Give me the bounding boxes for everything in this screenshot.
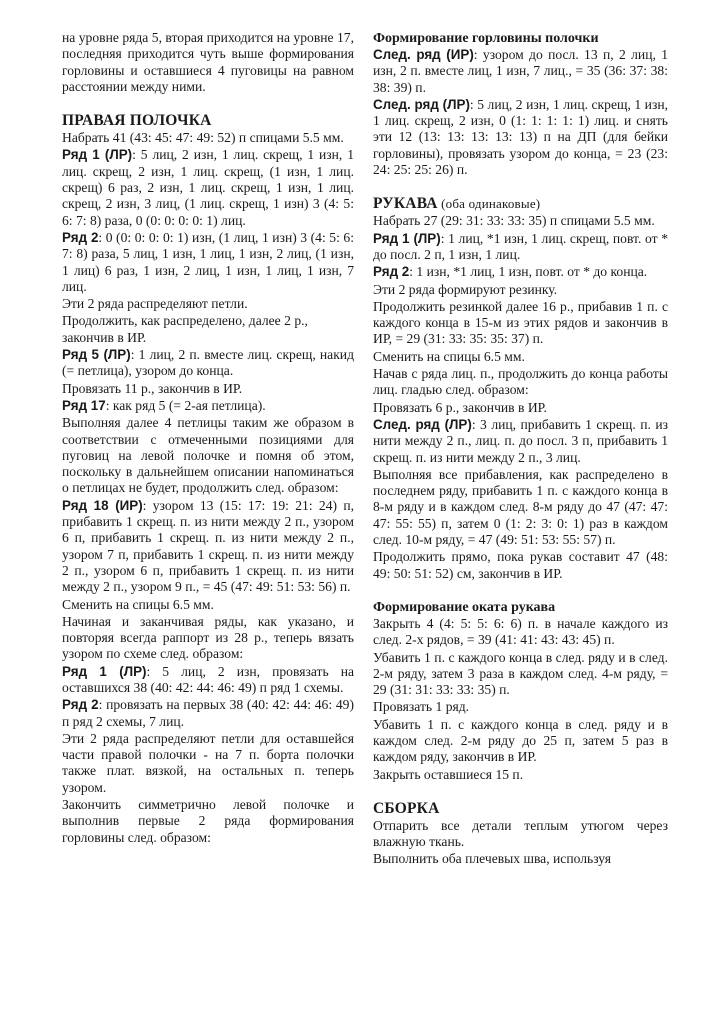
row-text: : 1 лиц, *1 изн, 1 лиц. скрещ, повт. от * до посл. 2 п, 1 изн, 1 лиц. [373,230,668,262]
paragraph: Набрать 27 (29: 31: 33: 33: 35) п спицами 5.5 мм. [373,213,655,229]
row-label: Ряд 5 (ЛР) [62,347,131,363]
row-2-instruction [62,230,354,295]
paragraph: Провязать 1 ряд. [373,699,470,715]
row-label: След. ряд (ИР) [373,47,474,62]
row-text: : узором до посл. 13 п, 2 лиц, 1 изн, 2 п. вместе лиц, 1 изн, 7 лиц., = 35 (36: 37: 38: 38: 39) п. [373,47,668,95]
paragraph: Выполняя все прибавления, как распределено в последнем ряду, прибавить 1 п. с каждого конца в 8-м ряду и в каждом след. 8-м ряду до 47 (47: 47: 47: 55: 55) п, затем 0 (1: 2: 3: 0: 1) раз в каждом след. 10-м ряду, = 47 (49: 51: 53: 55: 57) п. [373,466,668,548]
section-heading-sleeve-cap: Формирование оката рукава [373,599,556,615]
paragraph: Провязать 6 р., закончив в ИР. [373,399,547,415]
paragraph: Закрыть оставшиеся 15 п. [373,766,524,782]
paragraph: Эти 2 ряда распределяют петли для оставшейся части правой полочки - на 7 п. борта полочки также плат. вязкой, на остальных п. теперь узором. [62,730,354,795]
paragraph: Отпарить все детали теплым утюгом через влажную ткань. [373,817,668,850]
section-heading-right-front: ПРАВАЯ ПОЛОЧКА [62,112,212,130]
row-label: Ряд 2 [62,229,99,245]
paragraph: Закрыть 4 (4: 5: 5: 6: 6) п. в начале каждого из след. 2-х рядов, = 39 (41: 41: 43: 43: 45) п. [373,615,668,648]
paragraph: Убавить 1 п. с каждого конца в след. ряду и в каждом след. 2-м ряду до 25 п, затем 5 раз в каждом ряду, закончив в ИР. [373,716,668,765]
left-column [62,30,354,847]
row-label: Ряд 1 (ЛР) [62,663,147,679]
row-text: : 3 лиц, прибавить 1 скрещ. п. из нити между 2 п., лиц. п. до посл. 3 п, прибавить 1 скрещ. п. из нити между 2 п., 3 лиц. [373,416,668,465]
paragraph: Эти 2 ряда формируют резинку. [373,281,558,297]
right-column [373,30,668,869]
paragraph: Выполнить оба плечевых шва, используя [373,851,611,867]
heading-text: РУКАВА [373,195,438,213]
paragraph: Продолжить прямо, пока рукав составит 47 (48: 49: 50: 51: 52) см, закончив в ИР. [373,549,668,581]
paragraph: Закончить симметрично левой полочке и выполнив первые 2 ряда формирования горловины след. образом: [62,797,354,845]
heading-note: (оба одинаковые) [437,196,541,212]
section-heading-neck-shaping: Формирование горловины полочки [373,31,599,46]
row-17-instruction [62,398,354,414]
paragraph: Провязать 11 р., закончив в ИР. [62,380,243,396]
paragraph: Продолжить, как распределено, далее 2 р., закончив в ИР. [62,313,308,345]
section-heading-sleeves [373,195,668,213]
row-text: : 5 лиц, 2 изн, 1 лиц. скрещ, 1 изн, 1 лиц. скрещ, 2 изн, 0 (1: 1: 1: 1: 1) лиц. и снять эти 12 (13: 13: 13: 13: 13) п на ДП (для бейки горловины), провязать узором до конца, = 23 (23: 24: 25: 25: 26) п. [373,96,669,178]
row-text: : узором 13 (15: 17: 19: 21: 24) п, прибавить 1 скрещ. п. из нити между 2 п., узором 6 п, прибавить 1 скрещ. п. из нити между 2 п., узором 7 п, прибавить 1 скрещ. п. из нити между 2 п., узором 6 п, прибавить 1 скрещ. п. из нити между 2 п., узором 9 п., = 45 (47: 49: 51: 53: 56) п. [62,497,354,595]
row-text: : 5 лиц, 2 изн, 1 лиц. скрещ, 1 изн, 1 лиц. скрещ, 2 изн, 1 лиц. скрещ, (1 изн, 1 лиц. скрещ) 6 раз, 2 изн, 1 лиц. скрещ, 1 изн, 1 лиц. скрещ, 2 изн, 3 лиц, (1 лиц. скрещ, 1 изн) 3 (4: 5: 6: 7: 8) раза, 0 (0: 0: 0: 0: 1) лиц. [62,147,354,228]
row-text: : 0 (0: 0: 0: 0: 1) изн, (1 лиц, 1 изн) 3 (4: 5: 6: 7: 8) раза, 5 лиц, 1 изн, 1 лиц, 1 изн, 2 лиц, (1 изн, 1 лиц) 6 раз, 1 изн, 2 лиц, 1 изн, 1 лиц, 1 изн, 7 лиц. [62,229,354,294]
row-label: Ряд 2 [373,264,410,280]
paragraph: Начиная и заканчивая ряды, как указано, и повторяя всегда раппорт из 28 р., теперь вязать узором по схеме след. образом: [62,613,354,662]
section-heading-assembly: СБОРКА [373,799,440,817]
row-text: : 1 лиц, 2 п. вместе лиц. скрещ, накид (= петлица), узором до конца. [62,347,354,379]
row-1-pattern-instruction [62,664,354,697]
sleeve-row-1-instruction [373,231,668,264]
sleeve-next-row-instruction [373,417,668,466]
neck-row-1-instruction [373,47,668,96]
row-1-instruction [62,147,354,228]
intro-paragraph: на уровне ряда 5, вторая приходится на уровне 17, последняя приходится чуть выше формирования горловины и оставшиеся 4 пуговицы на равном расстоянии между ними. [62,30,354,94]
paragraph: Сменить на спицы 6.5 мм. [62,596,214,612]
row-text: : 5 лиц, 2 изн, провязать на оставшихся 38 (40: 42: 44: 46: 49) п ряд 1 схемы. [62,663,354,695]
row-18-instruction [62,498,354,596]
sleeve-row-2-instruction [373,264,668,280]
row-label: Ряд 2 [62,697,99,713]
row-2-pattern-instruction [62,697,354,730]
paragraph: Начав с ряда лиц. п., продолжить до конца работы лиц. гладью след. образом: [373,366,668,398]
row-text: : 1 изн, *1 лиц, 1 изн, повт. от * до конца. [409,264,648,280]
row-label: Ряд 1 (ЛР) [373,230,441,246]
cast-on-paragraph: Набрать 41 (43: 45: 47: 49: 52) п спицами 5.5 мм. [62,130,344,146]
row-5-instruction [62,347,354,380]
row-label: Ряд 17 [62,397,106,413]
row-label: След. ряд (ЛР) [373,416,472,432]
row-text: : провязать на первых 38 (40: 42: 44: 46: 49) п ряд 2 схемы, 7 лиц. [62,697,354,729]
paragraph: Выполняя далее 4 петлицы таким же образом в соответствии с отмеченными позициями для пуговиц на левой полочке и помня об этом, поскольку в дальнейшем описании напоминаться о петлицах не будет, продолжить след. образом: [62,415,354,496]
paragraph: Убавить 1 п. с каждого конца в след. ряду и в след. 2-м ряду, затем 3 раза в каждом след. 4-м ряду, = 29 (31: 31: 33: 33: 35) п. [373,649,668,698]
row-label: След. ряд (ЛР) [373,96,470,112]
row-label: Ряд 1 (ЛР) [62,147,133,163]
row-label: Ряд 18 (ИР) [62,497,143,513]
neck-row-2-instruction [373,97,668,178]
row-text: : как ряд 5 (= 2-ая петлица). [105,397,266,413]
paragraph: Эти 2 ряда распределяют петли. [62,296,248,312]
paragraph: Сменить на спицы 6.5 мм. [373,348,525,364]
paragraph: Продолжить резинкой далее 16 р., прибавив 1 п. с каждого конца в 15-м из этих рядов и закончив в ИР, = 29 (31: 33: 35: 35: 37) п. [373,298,668,347]
